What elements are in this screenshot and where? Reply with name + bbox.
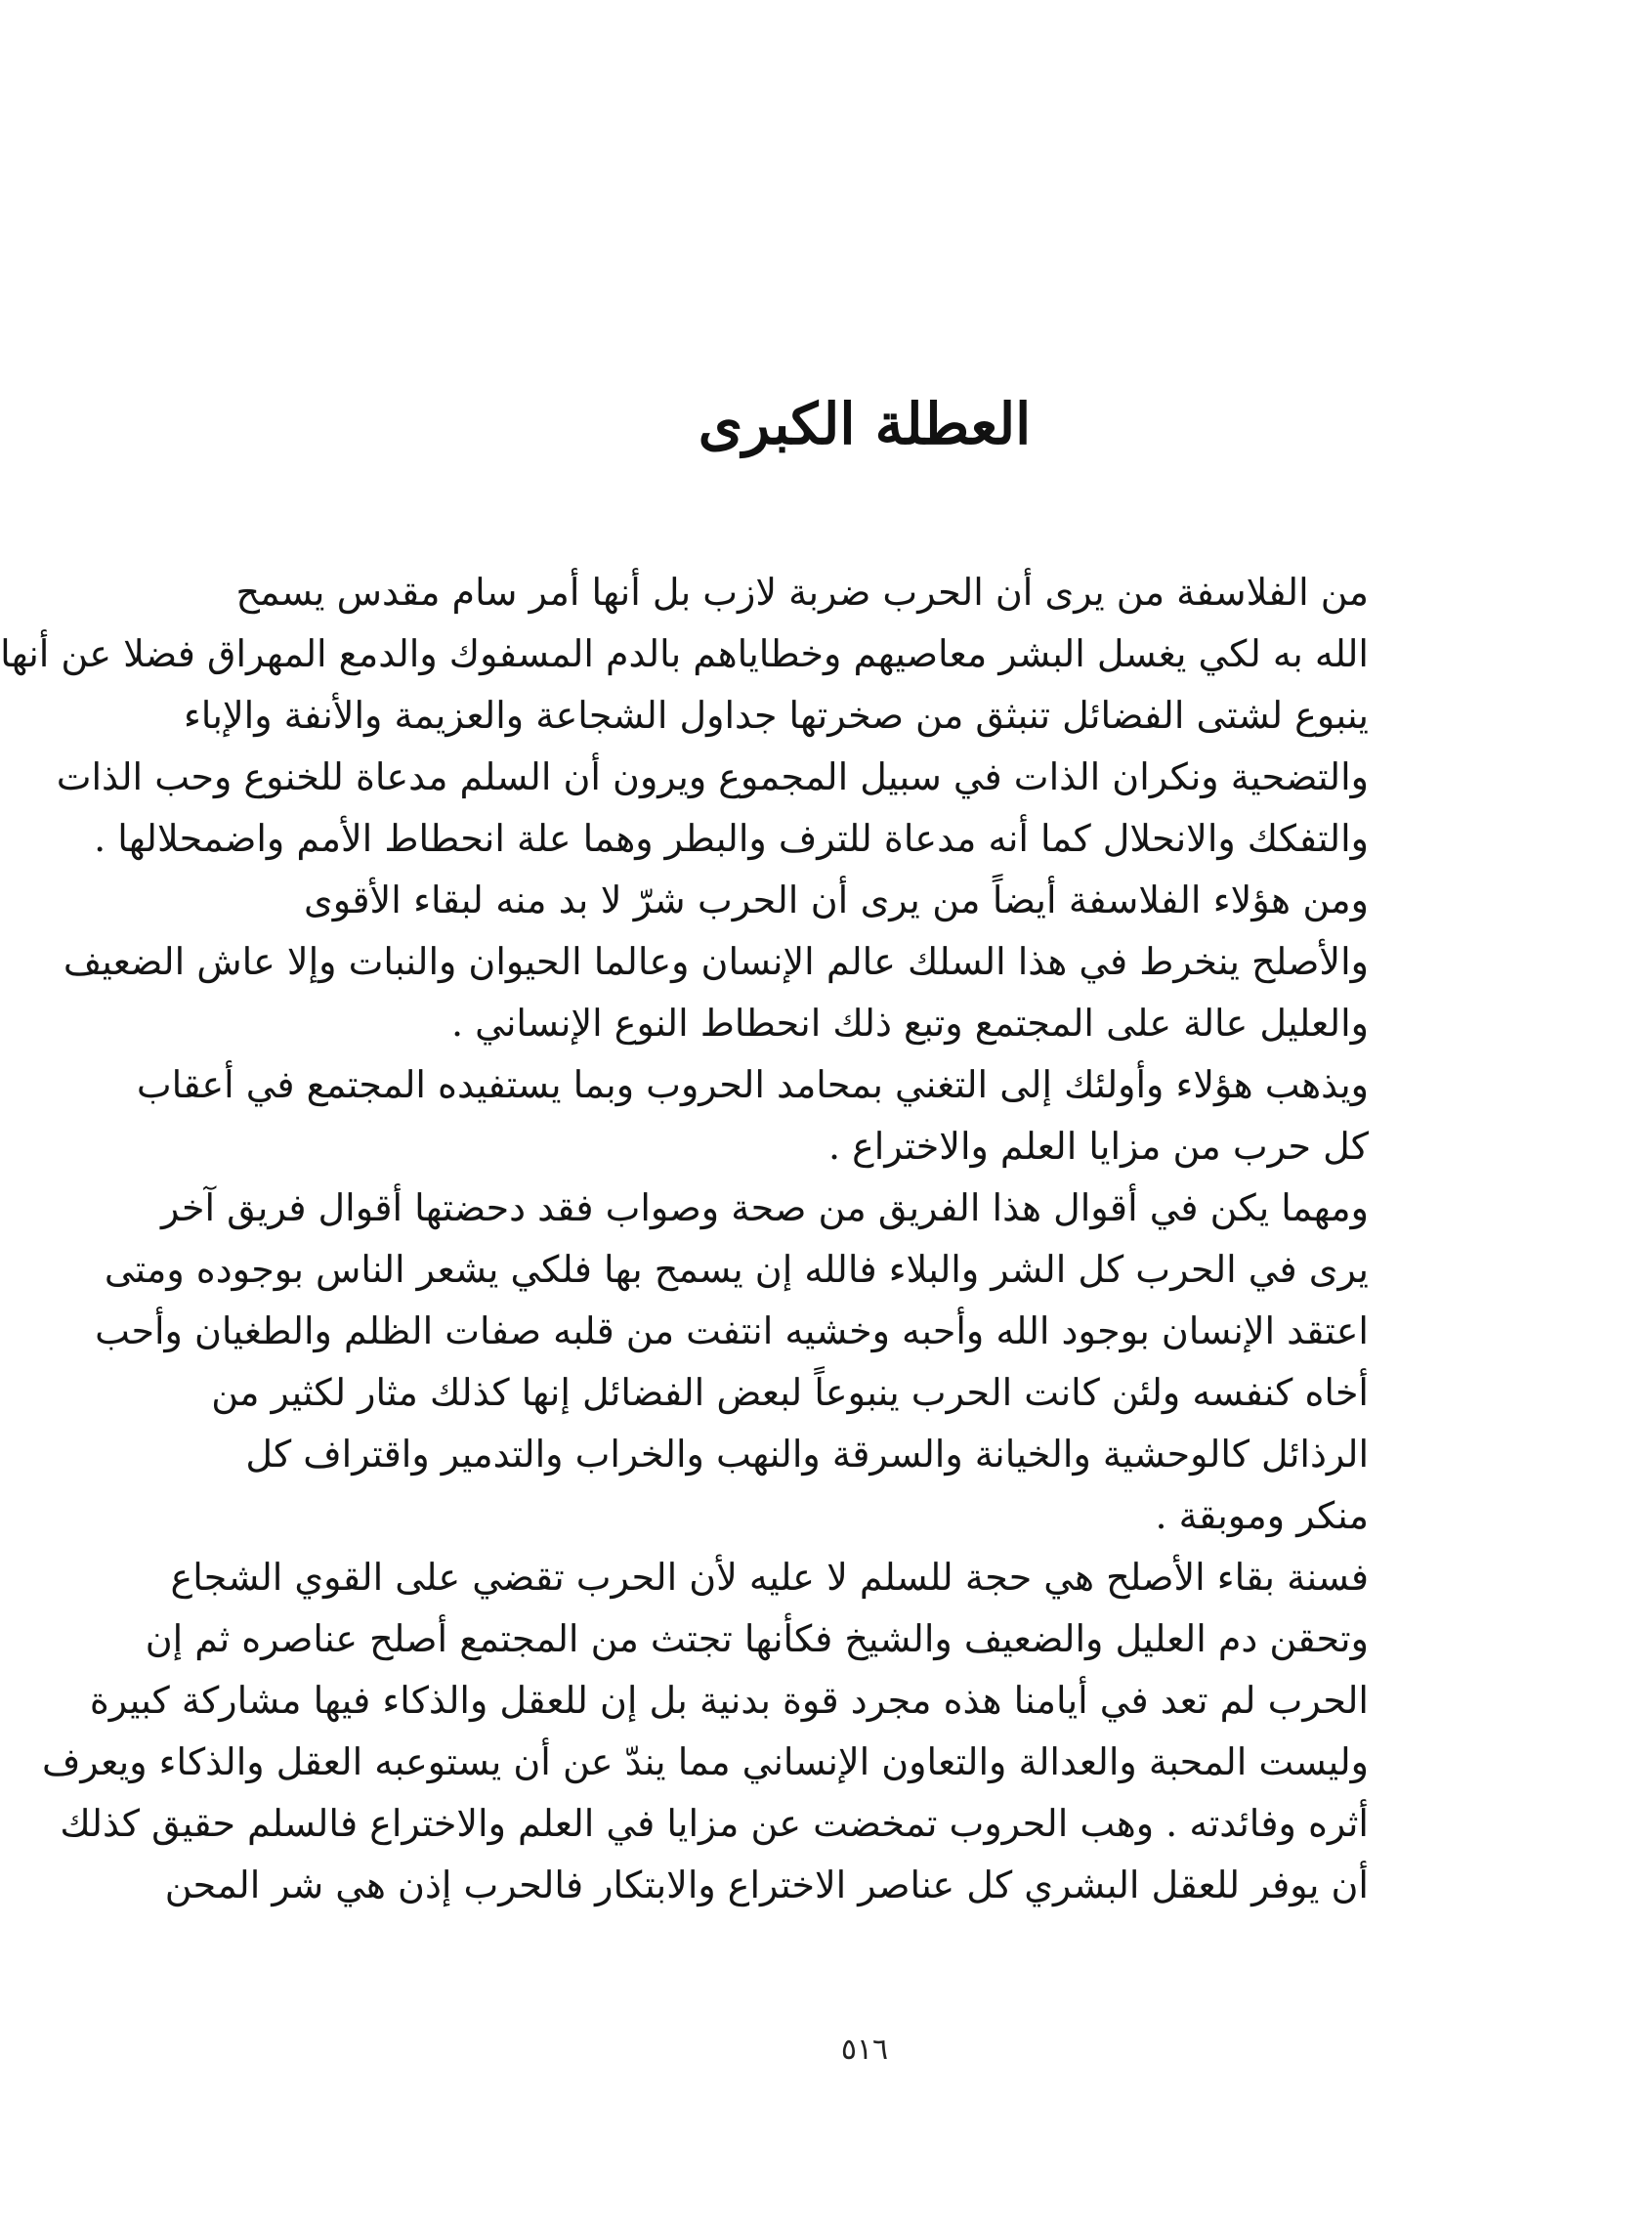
text-line: منكر وموبقة . (1155, 1494, 1369, 1537)
text-line: أن يوفر للعقل البشري كل عناصر الاختراع والابتكار فالحرب إذن هي شر المحن (164, 1863, 1369, 1906)
text-line: ومن هؤلاء الفلاسفة أيضاً من يرى أن الحرب شرّ لا بد منه لبقاء الأقوى (304, 878, 1369, 921)
text-line: فسنة بقاء الأصلح هي حجة للسلم لا عليه لأن الحرب تقضي على القوي الشجاع (170, 1556, 1369, 1599)
body-text (0, 562, 1408, 1916)
paragraph-3 (136, 1054, 1408, 1177)
text-line: يرى في الحرب كل الشر والبلاء فالله إن يسمح بها فلكي يشعر الناس بوجوده ومتى (104, 1248, 1369, 1291)
page-number: ٥١٦ (840, 2033, 889, 2067)
text-line: ومهما يكن في أقوال هذا الفريق من صحة وصواب فقد دحضتها أقوال فريق آخر (160, 1186, 1369, 1229)
text-line: وليست المحبة والعدالة والتعاون الإنساني مما يندّ عن أن يستوعبه العقل والذكاء ويعرف (41, 1740, 1369, 1783)
text-line: من الفلاسفة من يرى أن الحرب ضربة لازب بل أنها أمر سام مقدس يسمح (235, 571, 1369, 614)
text-line: أخاه كنفسه ولئن كانت الحرب ينبوعاً لبعض الفضائل إنها كذلك مثار لكثير من (211, 1371, 1369, 1414)
text-line: والعليل عالة على المجتمع وتبع ذلك انحطاط النوع الإنساني . (451, 1002, 1369, 1045)
text-line: اعتقد الإنسان بوجود الله وأحبه وخشيه انتفت من قلبه صفات الظلم والطغيان وأحب (95, 1309, 1369, 1352)
text-line: والتضحية ونكران الذات في سبيل المجموع ويرون أن السلم مدعاة للخنوع وحب الذات (56, 755, 1369, 798)
page-title: العطلة الكبرى (698, 391, 1032, 457)
paragraph-1 (0, 562, 1408, 870)
text-line: ويذهب هؤلاء وأولئك إلى التغني بمحامد الحروب وبما يستفيده المجتمع في أعقاب (136, 1063, 1369, 1106)
paragraph-5 (41, 1547, 1408, 1916)
paragraph-4 (95, 1177, 1408, 1547)
text-line: كل حرب من مزايا العلم والاختراع . (827, 1125, 1369, 1168)
text-line: والأصلح ينخرط في هذا السلك عالم الإنسان وعالما الحيوان والنبات وإلا عاش الضعيف (63, 940, 1369, 983)
text-line: وتحقن دم العليل والضعيف والشيخ فكأنها تجتث من المجتمع أصلح عناصره ثم إن (145, 1617, 1369, 1660)
text-line: الله به لكي يغسل البشر معاصيهم وخطاياهم بالدم المسفوك والدمع المهراق فضلا عن أنها (0, 632, 1369, 675)
paragraph-2 (63, 870, 1408, 1054)
text-line: أثره وفائدته . وهب الحروب تمخضت عن مزايا في العلم والاختراع فالسلم حقيق كذلك (60, 1802, 1369, 1845)
text-line: ينبوع لشتى الفضائل تنبثق من صخرتها جداول الشجاعة والعزيمة والأنفة والإباء (183, 694, 1369, 737)
text-line: الحرب لم تعد في أيامنا هذه مجرد قوة بدنية بل إن للعقل والذكاء فيها مشاركة كبيرة (89, 1679, 1369, 1722)
text-line: والتفكك والانحلال كما أنه مدعاة للترف والبطر وهما علة انحطاط الأمم واضمحلالها . (94, 817, 1369, 860)
text-line: الرذائل كالوحشية والخيانة والسرقة والنهب والخراب والتدمير واقتراف كل (245, 1433, 1369, 1476)
